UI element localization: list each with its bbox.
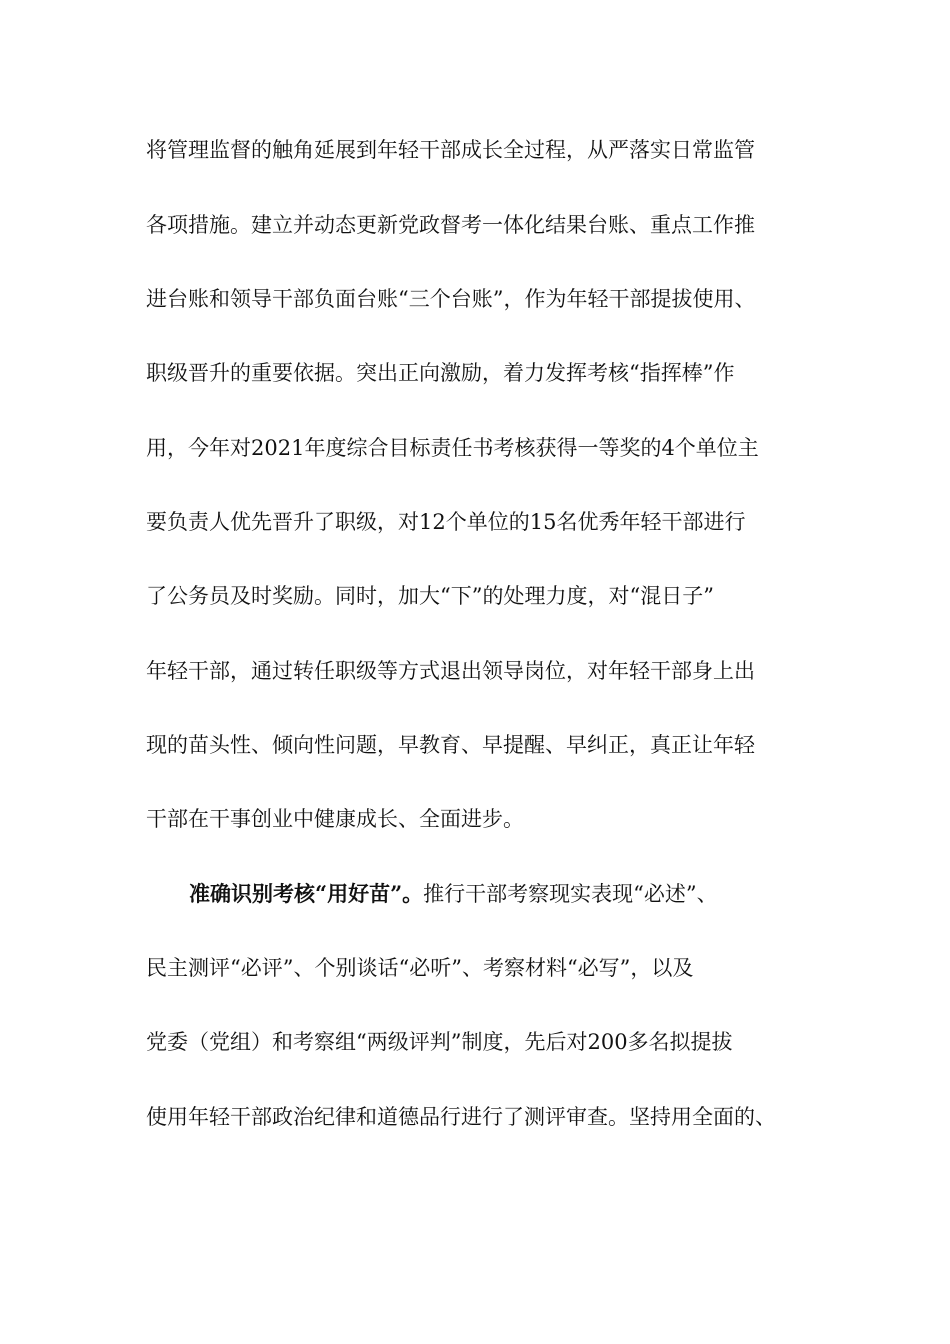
paragraph-1-line-3: 进台账和领导干部负面台账“三个台账”，作为年轻干部提拔使用、 (146, 287, 756, 311)
paragraph-1-line-2: 各项措施。建立并动态更新党政督考一体化结果台账、重点工作推 (146, 213, 755, 237)
paragraph-1-line-10: 干部在干事创业中健康成长、全面进步。 (146, 807, 524, 831)
paragraph-1-line-1: 将管理监督的触角延展到年轻干部成长全过程，从严落实日常监管 (146, 138, 755, 162)
paragraph-1-line-4: 职级晋升的重要依据。突出正向激励，着力发挥考核“指挥棒”作 (146, 361, 735, 385)
paragraph-1-line-7: 了公务员及时奖励。同时，加大“下”的处理力度，对“混日子” (146, 584, 714, 608)
paragraph-2-line-4: 使用年轻干部政治纪律和道德品行进行了测评审查。坚持用全面的、 (146, 1105, 776, 1129)
paragraph-2-line-3: 党委（党组）和考察组“两级评判”制度，先后对200多名拟提拔 (146, 1030, 733, 1054)
paragraph-2-line-2: 民主测评“必评”、个别谈话“必听”、考察材料“必写”，以及 (146, 956, 694, 980)
paragraph-1-line-9: 现的苗头性、倾向性问题，早教育、早提醒、早纠正，真正让年轻 (146, 733, 755, 757)
paragraph-1-line-6: 要负责人优先晋升了职级，对12个单位的15名优秀年轻干部进行 (146, 510, 746, 534)
paragraph-2-first-line (189, 878, 718, 910)
paragraph-2-first-line-text: 推行干部考察现实表现“必述”、 (423, 882, 718, 906)
paragraph-1-line-8: 年轻干部，通过转任职级等方式退出领导岗位，对年轻干部身上出 (146, 659, 755, 683)
paragraph-1-line-5: 用，今年对2021年度综合目标责任书考核获得一等奖的4个单位主 (146, 436, 759, 460)
paragraph-2-heading: 准确识别考核“用好苗”。 (189, 881, 424, 906)
